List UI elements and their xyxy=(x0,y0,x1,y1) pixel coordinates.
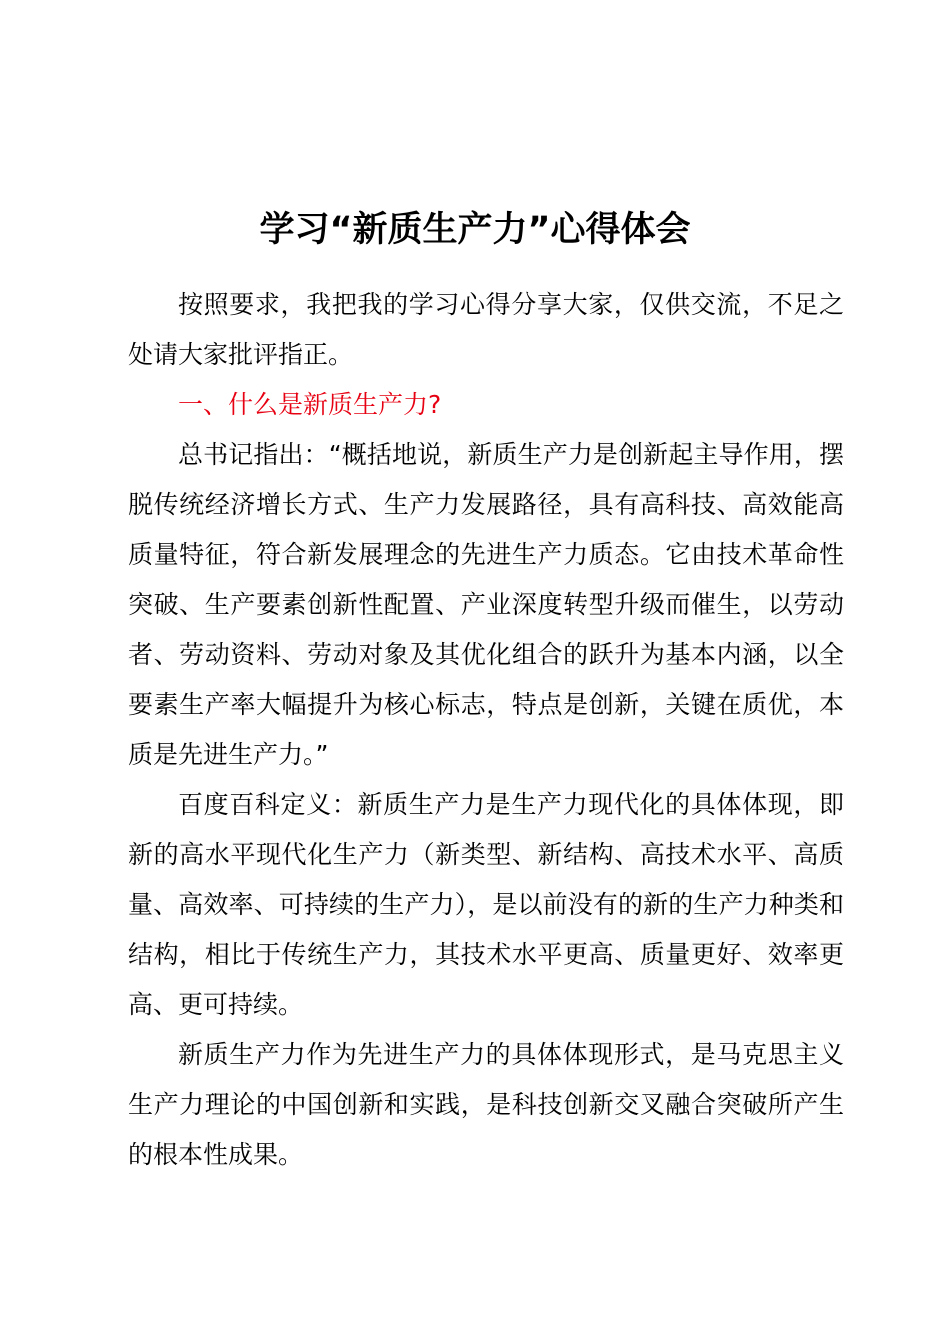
section-heading-1: 一、什么是新质生产力? xyxy=(178,390,442,419)
document-title: 学习“新质生产力”心得体会 xyxy=(259,210,691,250)
intro-paragraph: 按照要求，我把我的学习心得分享大家，仅供交流，不足之处请大家批评指正。 xyxy=(128,290,844,369)
quote-paragraph: 总书记指出：“概括地说，新质生产力是创新起主导作用，摆脱传统经济增长方式、生产力发展路径，具有高科技、高效能高质量特征，符合新发展理念的先进生产力质态。它由技术革命性突破、生产要素创新性配置、产业深度转型升级而催生，以劳动者、劳动资料、劳动对象及其优化组合的跃升为基本内涵，以全要素生产率大幅提升为核心标志，特点是创新，关键在质优，本质是先进生产力。” xyxy=(128,440,844,769)
definition-paragraph: 百度百科定义：新质生产力是生产力现代化的具体体现，即新的高水平现代化生产力（新类型、新结构、高技术水平、高质量、高效率、可持续的生产力），是以前没有的新的生产力种类和结构，相比于传统生产力，其技术水平更高、质量更好、效率更高、更可持续。 xyxy=(128,790,844,1019)
document-body xyxy=(128,280,844,1180)
summary-paragraph: 新质生产力作为先进生产力的具体体现形式，是马克思主义生产力理论的中国创新和实践，是科技创新交叉融合突破所产生的根本性成果。 xyxy=(128,1040,844,1169)
